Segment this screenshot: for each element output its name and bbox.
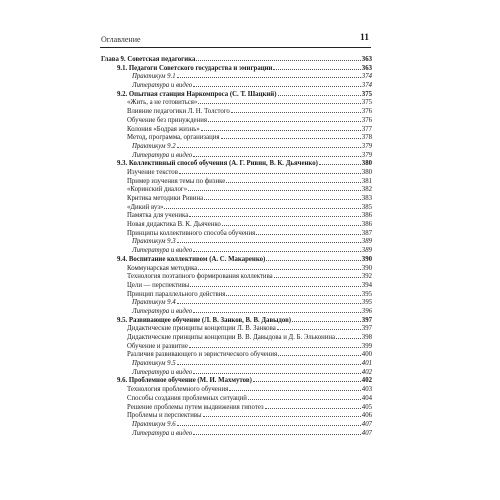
toc-entry-title: Новая дидактика В. К. Дьяченко — [127, 221, 221, 229]
toc-entry-title: Колония «Бодрая жизнь» — [127, 125, 200, 133]
toc-dot-leader — [188, 185, 361, 191]
toc-entry — [101, 264, 372, 273]
toc-entry-page: 376 — [361, 116, 372, 124]
toc-entry — [101, 142, 372, 151]
toc-dot-leader — [277, 324, 361, 330]
toc-entry-title: Практикум 9.2 — [132, 142, 176, 150]
toc-entry — [101, 376, 372, 385]
toc-entry-title: «Дикий вуз» — [127, 203, 164, 211]
toc-dot-leader — [292, 316, 361, 322]
toc-dot-leader — [208, 116, 361, 122]
toc-entry-page: 394 — [361, 281, 372, 289]
toc-dot-leader — [336, 333, 361, 339]
toc-entry — [101, 133, 372, 142]
toc-dot-leader — [198, 98, 360, 104]
toc-entry-page: 386 — [361, 221, 372, 229]
toc-dot-leader — [229, 385, 361, 391]
toc-entry — [101, 203, 372, 212]
toc-entry-title: Принцип параллельного действия — [127, 290, 226, 298]
toc-dot-leader — [278, 350, 361, 356]
toc-entry-page: 402 — [361, 368, 372, 376]
table-of-contents — [101, 55, 372, 437]
toc-entry-title: Цели — перспективы — [127, 281, 190, 289]
toc-dot-leader — [177, 298, 361, 304]
toc-dot-leader — [196, 55, 360, 61]
toc-entry — [101, 90, 372, 99]
toc-dot-leader — [177, 237, 361, 243]
toc-entry-title: Проблемы и перспективы — [127, 412, 202, 420]
toc-dot-leader — [177, 142, 361, 148]
toc-entry-title: Дидактические принципы концепции Л. В. Занкова — [127, 325, 276, 333]
toc-entry-page: 404 — [361, 394, 372, 402]
toc-dot-leader — [253, 376, 361, 382]
toc-entry-title: «Коринский диалог» — [127, 186, 188, 194]
toc-entry — [101, 229, 372, 238]
toc-entry-page: 406 — [361, 412, 372, 420]
toc-entry-title: Практикум 9.5 — [132, 360, 176, 368]
toc-entry — [101, 307, 372, 316]
toc-dot-leader — [319, 159, 361, 165]
toc-entry-page: 387 — [361, 229, 372, 237]
page-number: 11 — [360, 33, 369, 43]
toc-entry — [101, 194, 372, 203]
toc-dot-leader — [189, 211, 361, 217]
toc-entry-page: 399 — [361, 342, 372, 350]
toc-entry-title: «Жить, а не готовиться» — [127, 99, 198, 107]
toc-entry — [101, 107, 372, 116]
toc-entry-page: 401 — [361, 360, 372, 368]
toc-dot-leader — [177, 72, 361, 78]
toc-entry-title: Памятка для ученика — [127, 212, 189, 220]
toc-dot-leader — [193, 246, 361, 252]
toc-entry — [101, 342, 372, 351]
toc-entry-title: Пример изучения темы по физике — [127, 177, 226, 185]
toc-entry — [101, 333, 372, 342]
toc-entry-page: 382 — [361, 186, 372, 194]
toc-entry — [101, 211, 372, 220]
toc-entry — [101, 385, 372, 394]
toc-entry-page: 374 — [361, 73, 372, 81]
toc-entry-title: 9.3. Коллективный способ обучения (А. Г. Ривин, В. К. Дьяченко) — [117, 160, 318, 168]
toc-entry-page: 375 — [361, 99, 372, 107]
toc-dot-leader — [193, 368, 361, 374]
toc-entry-page: 381 — [361, 177, 372, 185]
toc-dot-leader — [164, 203, 360, 209]
toc-entry — [101, 64, 372, 73]
toc-entry-page: 397 — [361, 325, 372, 333]
toc-entry — [101, 403, 372, 412]
toc-entry — [101, 177, 372, 186]
toc-entry-page: 403 — [361, 386, 372, 394]
toc-dot-leader — [256, 229, 361, 235]
toc-entry-title: Метод, программа, организация — [127, 134, 220, 142]
toc-entry-title: 9.2. Опытная станция Наркомпроса (С. Т. Шацкий) — [117, 90, 277, 98]
toc-entry-page: 386 — [361, 212, 372, 220]
toc-entry-title: Коммунарская методика — [127, 264, 198, 272]
toc-entry — [101, 98, 372, 107]
toc-dot-leader — [204, 194, 361, 200]
toc-entry-page: 379 — [361, 142, 372, 150]
toc-entry — [101, 429, 372, 438]
toc-entry — [101, 420, 372, 429]
toc-dot-leader — [274, 272, 361, 278]
toc-entry-title: Способы создания проблемных ситуаций — [127, 394, 247, 402]
toc-entry — [101, 151, 372, 160]
toc-dot-leader — [177, 359, 361, 365]
toc-entry — [101, 350, 372, 359]
toc-entry-title: Обучение и развитие — [127, 342, 188, 350]
toc-dot-leader — [201, 125, 361, 131]
toc-entry — [101, 298, 372, 307]
toc-entry-page: 383 — [361, 195, 372, 202]
toc-dot-leader — [198, 264, 361, 270]
toc-dot-leader — [177, 420, 361, 426]
toc-entry — [101, 81, 372, 90]
toc-entry-page: 376 — [361, 108, 372, 116]
toc-entry — [101, 72, 372, 81]
toc-entry-page: 397 — [361, 316, 372, 324]
toc-entry — [101, 185, 372, 194]
toc-entry-title: 9.1. Педагоги Советского государства и эмиграции — [117, 64, 273, 72]
toc-entry-title: 9.6. Проблемное обучение (М. И. Махмутов) — [117, 377, 252, 385]
toc-entry — [101, 290, 372, 299]
toc-entry-title: Литература и видео — [132, 429, 193, 437]
toc-entry-page: 363 — [361, 56, 372, 63]
toc-entry — [101, 116, 372, 125]
toc-entry-page: 378 — [361, 134, 372, 142]
toc-entry-page: 375 — [361, 90, 372, 98]
toc-entry-title: Влияние педагогики Л. Н. Толстого — [127, 108, 230, 116]
toc-entry-title: Изучение текстов — [127, 168, 178, 176]
toc-entry-title: Литература и видео — [132, 307, 193, 315]
toc-entry-title: Литература и видео — [132, 368, 193, 376]
toc-dot-leader — [278, 90, 361, 96]
toc-entry-page: 395 — [361, 299, 372, 307]
toc-dot-leader — [203, 411, 361, 417]
toc-entry-title: 9.5. Развивающее обучение (Л. В. Занков, В. В. Давыдов) — [117, 316, 292, 324]
toc-entry-page: 379 — [361, 151, 372, 159]
toc-entry — [101, 272, 372, 281]
toc-entry-page: 392 — [361, 273, 372, 281]
toc-entry-page: 407 — [361, 420, 372, 428]
toc-entry-title: Решение проблемы путем выдвижения гипотез — [127, 403, 264, 411]
toc-entry-page: 363 — [361, 64, 372, 72]
running-head-title: Оглавление — [101, 35, 141, 44]
toc-dot-leader — [179, 168, 361, 174]
toc-entry — [101, 411, 372, 420]
toc-entry-page: 407 — [361, 429, 372, 437]
toc-entry-title: Практикум 9.4 — [132, 299, 176, 307]
toc-dot-leader — [189, 342, 361, 348]
toc-dot-leader — [265, 403, 361, 409]
toc-entry — [101, 255, 372, 264]
toc-entry-title: Практикум 9.6 — [132, 420, 176, 428]
toc-entry-page: 395 — [361, 290, 372, 298]
toc-entry-title: Различия развивающего и эвристического обучения — [127, 351, 278, 359]
toc-dot-leader — [266, 255, 360, 261]
toc-entry-page: 380 — [361, 160, 372, 168]
toc-entry-title: 9.4. Воспитание коллективом (А. С. Макаренко) — [117, 255, 266, 263]
toc-entry-page: 398 — [361, 334, 372, 341]
toc-entry-page: 389 — [361, 247, 372, 255]
toc-entry — [101, 246, 372, 255]
toc-entry — [101, 281, 372, 290]
toc-entry — [101, 394, 372, 403]
toc-dot-leader — [273, 64, 360, 70]
toc-entry — [101, 237, 372, 246]
toc-entry — [101, 159, 372, 168]
toc-entry-title: Принципы коллективного способа обучения — [127, 229, 256, 237]
toc-entry-title: Литература и видео — [132, 151, 193, 159]
toc-dot-leader — [222, 220, 361, 226]
toc-entry-page: 400 — [361, 351, 372, 359]
toc-entry-title: Литература и видео — [132, 82, 193, 90]
toc-dot-leader — [193, 151, 361, 157]
toc-entry-title: Дидактические принципы концепции В. В. Давыдова и Д. Б. Эльконина — [127, 334, 336, 341]
toc-entry — [101, 125, 372, 134]
toc-entry — [101, 55, 372, 64]
toc-dot-leader — [193, 81, 361, 87]
toc-dot-leader — [190, 281, 360, 287]
toc-entry — [101, 316, 372, 325]
toc-entry-page: 380 — [361, 168, 372, 176]
toc-entry-title: Практикум 9.3 — [132, 238, 176, 246]
toc-dot-leader — [193, 429, 361, 435]
toc-dot-leader — [226, 290, 360, 296]
toc-entry-title: Технология проблемного обучения — [127, 386, 229, 394]
toc-entry-page: 377 — [361, 125, 372, 133]
toc-dot-leader — [193, 307, 361, 313]
toc-dot-leader — [231, 107, 361, 113]
toc-entry-page: 374 — [361, 82, 372, 90]
toc-entry-title: Обучение без принуждения — [127, 116, 207, 124]
toc-entry — [101, 368, 372, 377]
toc-dot-leader — [226, 177, 361, 183]
toc-entry-page: 385 — [361, 203, 372, 211]
toc-entry — [101, 324, 372, 333]
toc-entry — [101, 359, 372, 368]
toc-entry-page: 396 — [361, 307, 372, 315]
toc-dot-leader — [221, 133, 361, 139]
toc-entry-page: 405 — [361, 403, 372, 411]
toc-entry — [101, 220, 372, 229]
header-rule — [100, 47, 371, 48]
toc-entry-page: 389 — [361, 238, 372, 246]
toc-entry-page: 402 — [361, 377, 372, 385]
toc-entry-title: Глава 9. Советская педагогика — [101, 56, 196, 63]
toc-entry-page: 390 — [361, 255, 372, 263]
toc-entry-title: Литература и видео — [132, 247, 193, 255]
toc-dot-leader — [248, 394, 361, 400]
toc-entry-title: Практикум 9.1 — [132, 73, 176, 81]
toc-entry-page: 390 — [361, 264, 372, 272]
toc-entry-title: Критика методики Ривина — [127, 195, 204, 202]
toc-entry-title: Технология поэтапного формирования коллектива — [127, 273, 273, 281]
toc-entry — [101, 168, 372, 177]
